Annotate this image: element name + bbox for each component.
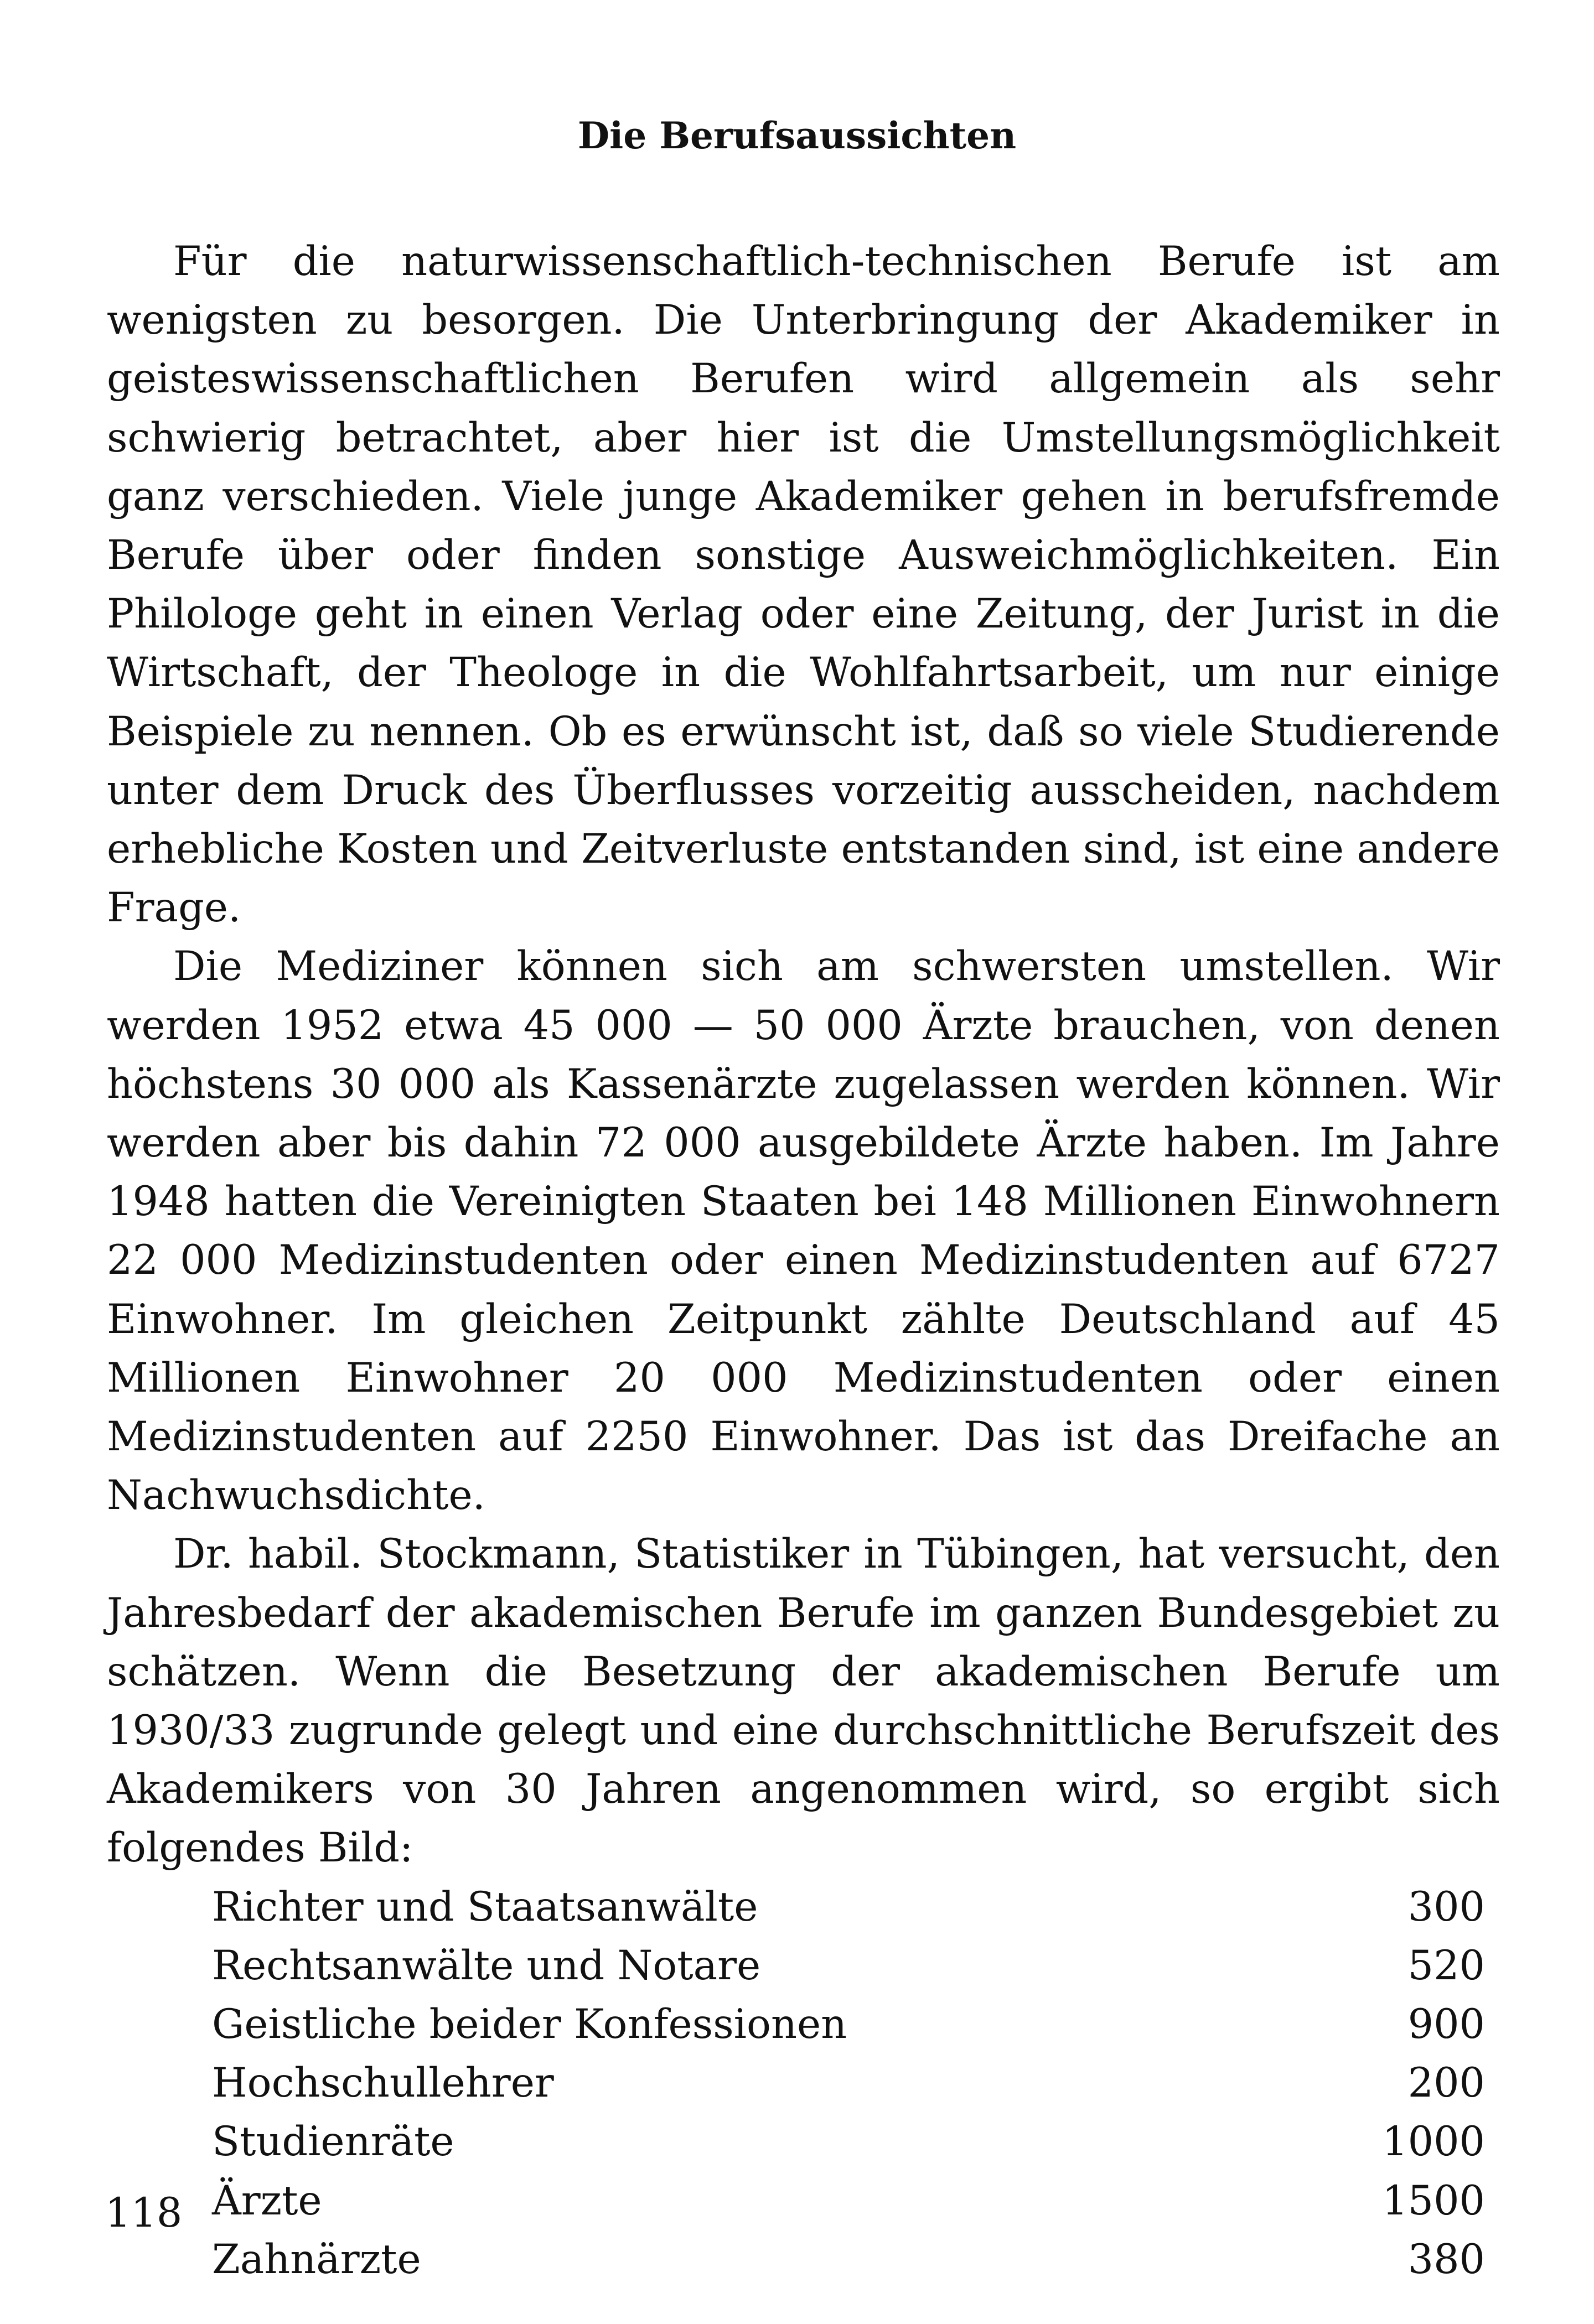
profession-list <box>107 1878 1500 2289</box>
profession-label: Rechtsanwälte und Notare <box>212 1942 761 1989</box>
profession-value: 1000 <box>1382 2118 1485 2166</box>
body-text <box>107 232 1500 2289</box>
profession-value: 1500 <box>1382 2177 1485 2224</box>
profession-row <box>212 1878 1485 1937</box>
profession-value: 900 <box>1407 2001 1485 2048</box>
profession-label: Studienräte <box>212 2118 454 2166</box>
profession-value: 300 <box>1407 1883 1485 1931</box>
profession-row <box>212 1995 1485 2054</box>
profession-row <box>212 2113 1485 2171</box>
profession-row <box>212 2054 1485 2113</box>
profession-label: Ärzte <box>212 2177 322 2224</box>
profession-label: Hochschullehrer <box>212 2060 554 2107</box>
profession-row <box>212 2172 1485 2230</box>
paragraph-1: Für die naturwissenschaftlich-technischen Berufe ist am wenigsten zu besorgen. Die Unterbringung der Akademiker in geisteswissenschaftlichen Berufen wird allgemein als sehr schwierig betrachtet, aber hier ist die Umstellungsmöglichkeit ganz verschieden. Viele junge Akademiker gehen in berufsfremde Berufe über oder finden sonstige Ausweichmöglichkeiten. Ein Philologe geht in einen Verlag oder eine Zeitung, der Jurist in die Wirtschaft, der Theologe in die Wohlfahrtsarbeit, um nur einige Beispiele zu nennen. Ob es erwünscht ist, daß so viele Studierende unter dem Druck des Überflusses vorzeitig ausscheiden, nachdem erhebliche Kosten und Zeitverluste entstanden sind, ist eine andere Frage. <box>107 238 1500 932</box>
paragraph-3: Dr. habil. Stockmann, Statistiker in Tübingen, hat versucht, den Jahresbedarf der akademischen Berufe im ganzen Bundesgebiet zu schätzen. Wenn die Besetzung der akademischen Berufe um 1930/33 zugrunde gelegt und eine durchschnittliche Berufszeit des Akademikers von 30 Jahren angenommen wird, so ergibt sich folgendes Bild: <box>107 1531 1500 1872</box>
profession-value: 200 <box>1407 2060 1485 2107</box>
profession-value: 520 <box>1407 1942 1485 1989</box>
paragraph-2: Die Mediziner können sich am schwersten umstellen. Wir werden 1952 etwa 45 000 — 50 000 Ärzte brauchen, von denen höchstens 30 000 als Kassenärzte zugelassen werden können. Wir werden aber bis dahin 72 000 ausgebildete Ärzte haben. Im Jahre 1948 hatten die Vereinigten Staaten bei 148 Millionen Einwohnern 22 000 Medizinstudenten oder einen Medizinstudenten auf 6727 Einwohner. Im gleichen Zeitpunkt zählte Deutschland auf 45 Millionen Einwohner 20 000 Medizinstudenten oder einen Medizinstudenten auf 2250 Einwohner. Das ist das Dreifache an Nachwuchsdichte. <box>107 943 1500 1519</box>
profession-row <box>212 1937 1485 1995</box>
profession-row <box>212 2230 1485 2289</box>
profession-label: Richter und Staatsanwälte <box>212 1883 758 1931</box>
profession-label: Geistliche beider Konfessionen <box>212 2001 847 2048</box>
profession-value: 380 <box>1407 2235 1485 2283</box>
page-number: 118 <box>105 2190 183 2237</box>
section-heading: Die Berufsaussichten <box>577 114 1017 157</box>
profession-label: Zahnärzte <box>212 2235 421 2283</box>
